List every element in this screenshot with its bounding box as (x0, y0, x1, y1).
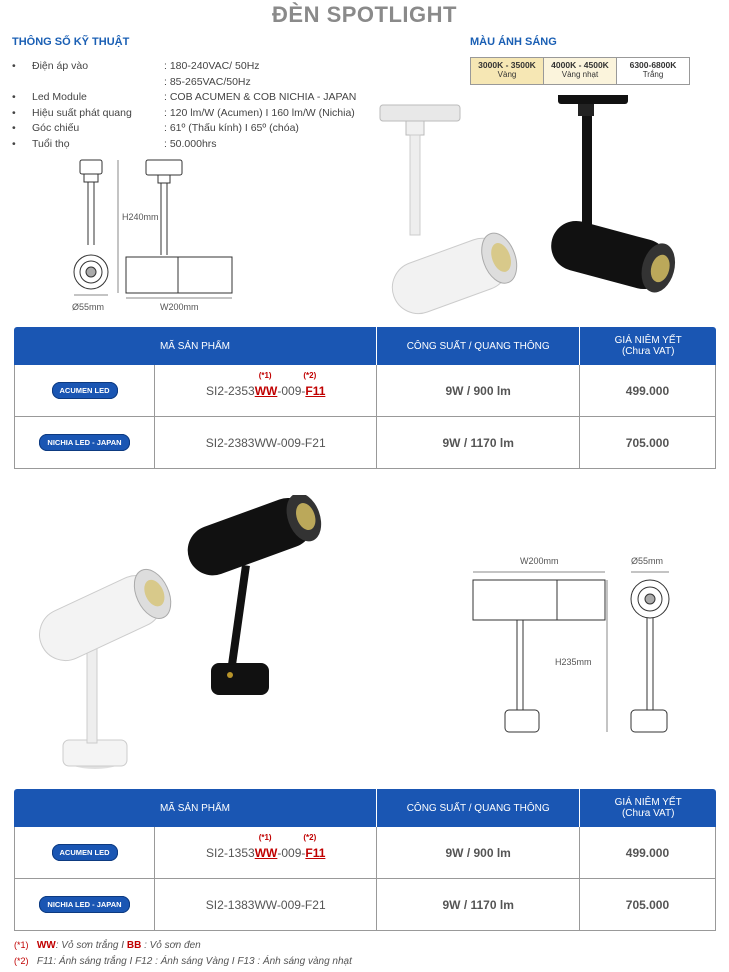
price-value: 705.000 (625, 897, 670, 912)
table-row (14, 879, 716, 931)
product-code: SI2-1383WW-009-F21 (205, 897, 326, 912)
height-label: H240mm (122, 212, 159, 222)
power-value: 9W / 900 lm (445, 845, 511, 860)
col-price: GIÁ NIÊM YẾT (Chưa VAT) (614, 797, 682, 819)
color-option-warm: 3000K - 3500K Vàng (471, 58, 544, 84)
product-table-track (14, 327, 716, 469)
table-header (14, 327, 716, 365)
width-label: W200mm (160, 302, 199, 312)
led-badge: NICHIA LED - JAPAN (39, 896, 129, 913)
price-value: 499.000 (625, 383, 670, 398)
color-option-neutral: 4000K - 4500K Vàng nhạt (544, 58, 617, 84)
width-label: W200mm (520, 556, 559, 566)
height-label: H235mm (555, 657, 592, 667)
specs-heading: THÔNG SỐ KỸ THUẬT (12, 36, 130, 48)
table-row (14, 365, 716, 417)
led-badge: NICHIA LED - JAPAN (39, 434, 129, 451)
power-value: 9W / 900 lm (445, 383, 511, 398)
spotlight-product-photo-surface (35, 495, 335, 780)
col-power: CÔNG SUẤT / QUANG THÔNG (377, 327, 580, 365)
track-light-drawing (60, 155, 250, 315)
table-row (14, 827, 716, 879)
price-value: 705.000 (625, 435, 670, 450)
footnote-2: (*2) F11: Ánh sáng trắng I F12 : Ánh sáng Vàng I F13 : Ánh sáng vàng nhạt (14, 956, 352, 967)
table-header (14, 789, 716, 827)
light-color-heading: MÀU ÁNH SÁNG (470, 36, 557, 48)
col-code: MÃ SẢN PHẨM (14, 327, 377, 365)
led-badge: ACUMEN LED (52, 382, 118, 399)
product-code: SI2-2383WW-009-F21 (205, 435, 326, 450)
col-power: CÔNG SUẤT / QUANG THÔNG (377, 789, 580, 827)
page-title: ĐÈN SPOTLIGHT (272, 2, 457, 27)
price-value: 499.000 (625, 845, 670, 860)
led-badge: ACUMEN LED (52, 844, 118, 861)
table-row (14, 417, 716, 469)
light-color-table (470, 57, 690, 85)
footnote-1: (*1) WW: Vỏ sơn trắng I BB : Vỏ sơn đen (14, 940, 201, 951)
diameter-label: Ø55mm (72, 302, 105, 312)
color-option-cool: 6300-6800K Trắng (617, 58, 689, 84)
col-code: MÃ SẢN PHẨM (14, 789, 377, 827)
spotlight-product-photo-track (370, 95, 700, 315)
product-table-surface (14, 789, 716, 931)
power-value: 9W / 1170 lm (442, 435, 514, 450)
product-code: SI2-1353 (*1) WW-009- (*2) F11 (206, 832, 326, 860)
power-value: 9W / 1170 lm (442, 897, 514, 912)
product-code: SI2-2353 (*1) WW-009- (*2) F11 (206, 370, 326, 398)
col-price: GIÁ NIÊM YẾT (Chưa VAT) (614, 335, 682, 357)
surface-light-drawing (465, 560, 685, 740)
diameter-label: Ø55mm (631, 556, 664, 566)
